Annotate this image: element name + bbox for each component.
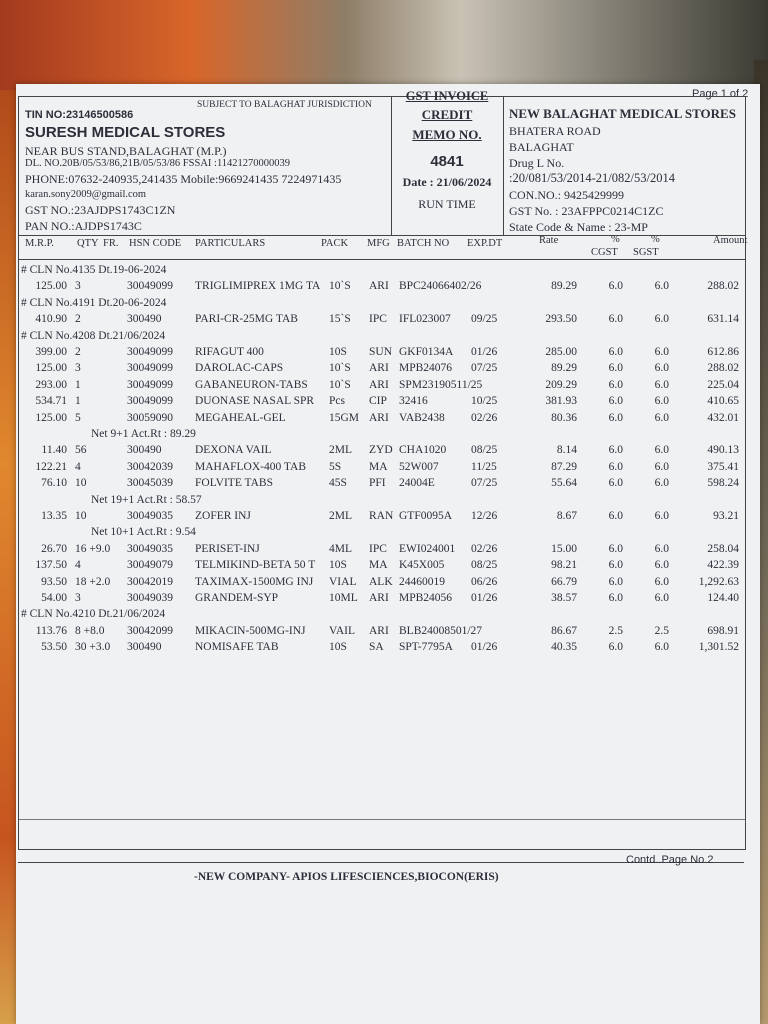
buyer-drug-no: :20/081/53/2014-21/082/53/2014 [509,171,675,185]
cell-mfg: PFI [369,477,386,490]
cell-exp: 02/26 [471,542,498,555]
seller-tin: TIN NO:23146500586 [25,109,134,121]
cell-amount: 375.41 [707,460,739,473]
cell-mfg: ARI [369,378,389,391]
cell-batch: BPC24066402/26 [399,280,482,293]
cell-name: NOMISAFE TAB [195,641,279,654]
cell-sgst: 6.0 [654,444,669,457]
run-time: RUN TIME [418,197,476,211]
memo-number: 4841 [430,153,464,170]
cell-batch: IFL023007 [399,313,451,326]
cell-hsn: 30049079 [127,559,173,572]
cell-mfg: ARI [369,592,389,604]
cell-hsn: 30049099 [127,346,173,358]
table-row [19,395,745,411]
challan-heading-text: # CLN No.4210 Dt.21/06/2024 [21,608,166,621]
table-row [19,543,745,559]
cell-rate: 66.79 [551,575,577,588]
cell-qty: 3 [75,280,81,293]
cell-qty: 1 [75,378,81,391]
cell-sgst: 6.0 [654,378,669,391]
challan-heading-text: # CLN No.4208 Dt.21/06/2024 [21,329,166,342]
col-pack: PACK [321,238,349,249]
table-row [19,346,745,362]
cell-name: TAXIMAX-1500MG INJ [195,575,314,588]
cell-cgst: 6.0 [608,444,623,457]
cell-hsn: 30049099 [127,395,173,408]
cell-mrp: 13.35 [41,510,67,522]
page-number: Page 1 of 2 [692,88,749,100]
cell-cgst: 6.0 [608,411,623,424]
cell-cgst: 6.0 [608,542,623,555]
cell-mrp: 137.50 [35,559,67,572]
cell-qty: 2 [75,346,81,358]
cell-amount: 422.39 [707,559,739,572]
cell-hsn: 30049099 [127,280,173,293]
cell-name: DAROLAC-CAPS [195,362,284,375]
cell-rate: 87.29 [551,460,577,473]
table-row [19,641,745,657]
buyer-name: NEW BALAGHAT MEDICAL STORES [509,106,736,121]
cell-batch: GKF0134A [399,346,454,358]
cell-rate: 80.36 [551,411,577,424]
cell-exp: 08/25 [471,444,498,457]
challan-heading [19,297,745,313]
table-row [19,379,745,395]
cell-qty: 10 [75,510,87,522]
cell-mrp: 54.00 [41,592,67,604]
col-hsn: HSN CODE [129,238,182,249]
cell-batch: EWI024001 [399,542,456,555]
cell-name: GABANEURON-TABS [195,378,308,391]
cell-batch: 24004E [399,477,435,490]
cell-cgst: 6.0 [608,460,623,473]
buyer-gst: GST No. : 23AFPPC0214C1ZC [509,204,664,218]
buyer-drug-label: Drug L No. [509,156,565,170]
cell-name: ZOFER INJ [195,510,251,522]
cell-amount: 288.02 [707,362,739,375]
header-rule [19,235,745,236]
table-row [19,461,745,477]
cell-mfg: ARI [369,411,389,424]
cell-rate: 89.29 [551,362,577,375]
cell-exp: 12/26 [471,510,498,522]
cell-sgst: 6.0 [654,313,669,326]
cell-mrp: 93.50 [41,575,67,588]
col-qty: QTY [77,238,99,249]
cell-pack: 5S [329,460,342,473]
cell-exp: 09/25 [471,313,498,326]
cell-rate: 15.00 [551,542,577,555]
cell-exp: 01/26 [471,592,498,604]
buyer-line2: BALAGHAT [509,140,574,154]
table-row [19,280,745,296]
col-fr: FR. [103,238,119,249]
col-pct-cgst: % [611,234,620,245]
cell-pack: 2ML [329,510,352,522]
net-rate-text: Net 9+1 Act.Rt : 89.29 [91,428,196,440]
cell-pack: 45S [329,477,347,490]
cell-batch: SPT-7795A [399,641,453,654]
cell-batch: 52W007 [399,460,439,473]
challan-heading [19,330,745,346]
memo-label: MEMO NO. [412,127,482,142]
challan-heading-text: # CLN No.4191 Dt.20-06-2024 [21,296,167,309]
col-mfg: MFG [367,238,390,249]
cell-cgst: 6.0 [608,313,623,326]
cell-batch: MPB24056 [399,592,453,604]
cell-pack: 10S [329,641,347,654]
col-amount: Amount [713,235,748,246]
cell-mfg: SUN [369,346,393,358]
cell-hsn: 300490 [127,444,162,457]
cell-amount: 598.24 [707,477,739,490]
cell-exp: 08/25 [471,559,498,572]
invoice-mode: CREDIT [421,107,473,122]
cell-qty: 16 +9.0 [75,542,111,555]
cell-batch: SPM23190511/25 [399,378,483,391]
cell-name: PARI-CR-25MG TAB [195,313,298,326]
cell-name: TRIGLIMIPREX 1MG TA [195,280,321,293]
cell-name: MIKACIN-500MG-INJ [195,624,306,637]
cell-hsn: 30049035 [127,510,173,522]
cell-hsn: 300490 [127,313,162,326]
cell-rate: 40.35 [551,641,577,654]
cell-qty: 3 [75,592,81,604]
cell-mfg: MA [369,460,388,473]
cell-hsn: 30049035 [127,542,173,555]
table-row [19,477,745,493]
cell-name: DUONASE NASAL SPR [195,395,315,408]
cell-amount: 698.91 [707,624,739,637]
cell-sgst: 6.0 [654,477,669,490]
cell-pack: 10S [329,559,347,572]
company-note: -NEW COMPANY- APIOS LIFESCIENCES,BIOCON(ERIS) [194,871,499,883]
cell-mrp: 53.50 [41,641,67,654]
cell-hsn: 30049099 [127,362,173,375]
cell-amount: 1,301.52 [698,641,739,654]
cell-sgst: 6.0 [654,395,669,408]
cell-name: PERISET-INJ [195,542,260,555]
cell-exp: 10/25 [471,395,498,408]
cell-hsn: 30042019 [127,575,173,588]
cell-rate: 285.00 [545,346,577,358]
cell-mfg: IPC [369,313,387,326]
cell-cgst: 2.5 [608,624,623,637]
net-rate-text: Net 19+1 Act.Rt : 58.57 [91,493,202,506]
col-batch: BATCH NO [397,238,450,249]
cell-rate: 293.50 [545,313,577,326]
cell-amount: 288.02 [707,280,739,293]
cell-hsn: 300490 [127,641,162,654]
cell-cgst: 6.0 [608,575,623,588]
cell-qty: 5 [75,411,81,424]
cell-batch: 24460019 [399,575,445,588]
cell-rate: 55.64 [551,477,577,490]
divider-right [503,97,504,235]
cell-sgst: 6.0 [654,542,669,555]
cell-sgst: 6.0 [654,280,669,293]
buyer-state: State Code & Name : 23-MP [509,220,648,234]
cell-hsn: 30059090 [127,411,173,424]
cell-pack: 10`S [329,362,351,375]
cell-qty: 30 +3.0 [75,641,111,654]
cell-qty: 4 [75,460,81,473]
cell-rate: 8.67 [556,510,577,522]
cell-sgst: 6.0 [654,460,669,473]
table-row [19,362,745,378]
challan-heading [19,608,745,624]
cell-cgst: 6.0 [608,559,623,572]
cell-cgst: 6.0 [608,510,623,522]
challan-heading-text: # CLN No.4135 Dt.19-06-2024 [21,264,167,276]
cell-mrp: 125.00 [35,280,67,293]
cell-rate: 98.21 [551,559,577,572]
col-mrp: M.R.P. [25,238,54,249]
cell-sgst: 6.0 [654,559,669,572]
cell-exp: 11/25 [471,460,497,473]
seller-dl-no: DL. NO.20B/05/53/86,21B/05/53/86 FSSAI :11421270000039 [25,158,291,169]
jurisdiction: SUBJECT TO BALAGHAT JURISDICTION [197,100,372,110]
cell-qty: 4 [75,559,81,572]
cell-pack: VAIL [329,624,355,637]
cell-batch: MPB24076 [399,362,453,375]
col-pct-sgst: % [651,234,660,245]
cell-hsn: 30042099 [127,624,173,637]
cell-hsn: 30045039 [127,477,173,490]
net-rate-text: Net 10+1 Act.Rt : 9.54 [91,526,196,539]
cell-mrp: 11.40 [41,444,67,457]
cell-qty: 18 +2.0 [75,575,111,588]
cell-mfg: RAN [369,510,394,522]
seller-phone: PHONE:07632-240935,241435 Mobile:9669241435 7224971435 [25,172,342,186]
table-row [19,412,745,428]
cell-mrp: 125.00 [35,411,67,424]
cell-pack: 15GM [329,411,360,424]
table-row [19,576,745,592]
invoice-date: Date : 21/06/2024 [402,175,492,189]
cell-name: MAHAFLOX-400 TAB [195,460,306,473]
cell-amount: 258.04 [707,542,739,555]
cell-pack: 2ML [329,444,352,457]
seller-address: NEAR BUS STAND,BALAGHAT (M.P.) [25,144,227,158]
col-cgst: CGST [591,247,618,258]
cell-mfg: CIP [369,395,387,408]
cell-mrp: 122.21 [35,460,67,473]
net-rate-note [19,428,745,444]
cell-amount: 631.14 [707,313,739,326]
table-row [19,510,745,526]
cell-name: TELMIKIND-BETA 50 T [195,559,316,572]
cell-cgst: 6.0 [608,346,623,358]
cell-cgst: 6.0 [608,362,623,375]
cell-batch: 32416 [399,395,428,408]
cell-sgst: 6.0 [654,641,669,654]
cell-cgst: 6.0 [608,395,623,408]
net-rate-note [19,494,745,510]
cell-amount: 410.65 [707,395,739,408]
cell-qty: 2 [75,313,81,326]
cell-amount: 93.21 [713,510,739,522]
table-row [19,625,745,641]
cell-pack: 10`S [329,280,351,293]
cell-rate: 89.29 [551,280,577,293]
cell-name: RIFAGUT 400 [195,346,264,358]
items-bottom-rule [19,819,745,820]
table-row [19,559,745,575]
cell-cgst: 6.0 [608,641,623,654]
cell-mfg: MA [369,559,388,572]
cell-rate: 209.29 [545,378,577,391]
buyer-line1: BHATERA ROAD [509,124,601,138]
seller-pan: PAN NO.:AJDPS1743C [25,219,142,233]
cell-pack: Pcs [329,395,345,408]
cell-mfg: ARI [369,624,389,637]
cell-hsn: 30049099 [127,378,173,391]
cell-sgst: 6.0 [654,575,669,588]
cell-pack: 10ML [329,592,358,604]
cell-mrp: 113.76 [35,624,67,637]
cell-exp: 06/26 [471,575,498,588]
col-particulars: PARTICULARS [195,238,266,249]
cell-cgst: 6.0 [608,477,623,490]
cell-mrp: 399.00 [35,346,67,358]
continued-note: Contd..Page No.2 [626,854,714,866]
cell-mrp: 534.71 [35,395,67,408]
col-rate: Rate [539,235,559,246]
cell-mrp: 125.00 [35,362,67,375]
cell-batch: K45X005 [399,559,445,572]
cell-amount: 612.86 [707,346,739,358]
cell-name: DEXONA VAIL [195,444,272,457]
column-rule [19,259,745,260]
cell-name: GRANDEM-SYP [195,592,279,604]
cell-qty: 3 [75,362,81,375]
cell-mfg: ARI [369,280,389,293]
cell-qty: 1 [75,395,81,408]
col-sgst: SGST [633,247,659,258]
table-row [19,313,745,329]
cell-batch: GTF0095A [399,510,453,522]
challan-heading [19,264,745,280]
cell-amount: 225.04 [707,378,739,391]
cell-pack: 15`S [329,313,351,326]
cell-qty: 10 [75,477,87,490]
cell-exp: 02/26 [471,411,498,424]
cell-rate: 38.57 [551,592,577,604]
cell-mfg: ARI [369,362,389,375]
cell-batch: VAB2438 [399,411,445,424]
cell-sgst: 6.0 [654,510,669,522]
seller-email: karan.sony2009@gmail.com [25,189,147,200]
cell-qty: 8 +8.0 [75,624,105,637]
cell-name: FOLVITE TABS [195,477,273,490]
cell-cgst: 6.0 [608,592,623,604]
table-row [19,592,745,608]
cell-amount: 490.13 [707,444,739,457]
cell-pack: 4ML [329,542,352,555]
cell-rate: 8.14 [556,444,577,457]
cell-hsn: 30049039 [127,592,173,604]
col-exp: EXP.DT [467,238,503,249]
cell-amount: 124.40 [707,592,739,604]
cell-exp: 07/25 [471,362,498,375]
invoice-type: GST INVOICE [405,89,489,103]
cell-pack: VIAL [329,575,357,588]
cell-sgst: 2.5 [654,624,669,637]
cell-mrp: 410.90 [35,313,67,326]
cell-mfg: ALK [369,575,393,588]
cell-mrp: 26.70 [41,542,67,555]
cell-sgst: 6.0 [654,411,669,424]
cell-mfg: ZYD [369,444,393,457]
cell-mrp: 293.00 [35,378,67,391]
cell-hsn: 30042039 [127,460,173,473]
cell-sgst: 6.0 [654,592,669,604]
cell-pack: 10`S [329,378,351,391]
cell-pack: 10S [329,346,347,358]
cell-cgst: 6.0 [608,280,623,293]
cell-batch: CHA1020 [399,444,447,457]
buyer-contact: CON.NO.: 9425429999 [509,188,625,202]
cell-batch: BLB24008501/27 [399,624,483,637]
cell-qty: 56 [75,444,87,457]
table-row [19,444,745,460]
cell-sgst: 6.0 [654,362,669,375]
invoice-paper [16,84,760,1024]
cell-amount: 1,292.63 [698,575,739,588]
cell-amount: 432.01 [707,411,739,424]
cell-rate: 86.67 [551,624,577,637]
cell-mfg: IPC [369,542,387,555]
cell-rate: 381.93 [545,395,577,408]
seller-gst: GST NO.:23AJDPS1743C1ZN [25,203,176,217]
cell-name: MEGAHEAL-GEL [195,411,286,424]
cell-cgst: 6.0 [608,378,623,391]
cell-sgst: 6.0 [654,346,669,358]
net-rate-note [19,526,745,542]
cell-exp: 01/26 [471,346,498,358]
cell-exp: 07/25 [471,477,498,490]
cell-mfg: SA [369,641,384,654]
cell-mrp: 76.10 [41,477,67,490]
seller-name: SURESH MEDICAL STORES [25,124,226,141]
cell-exp: 01/26 [471,641,498,654]
